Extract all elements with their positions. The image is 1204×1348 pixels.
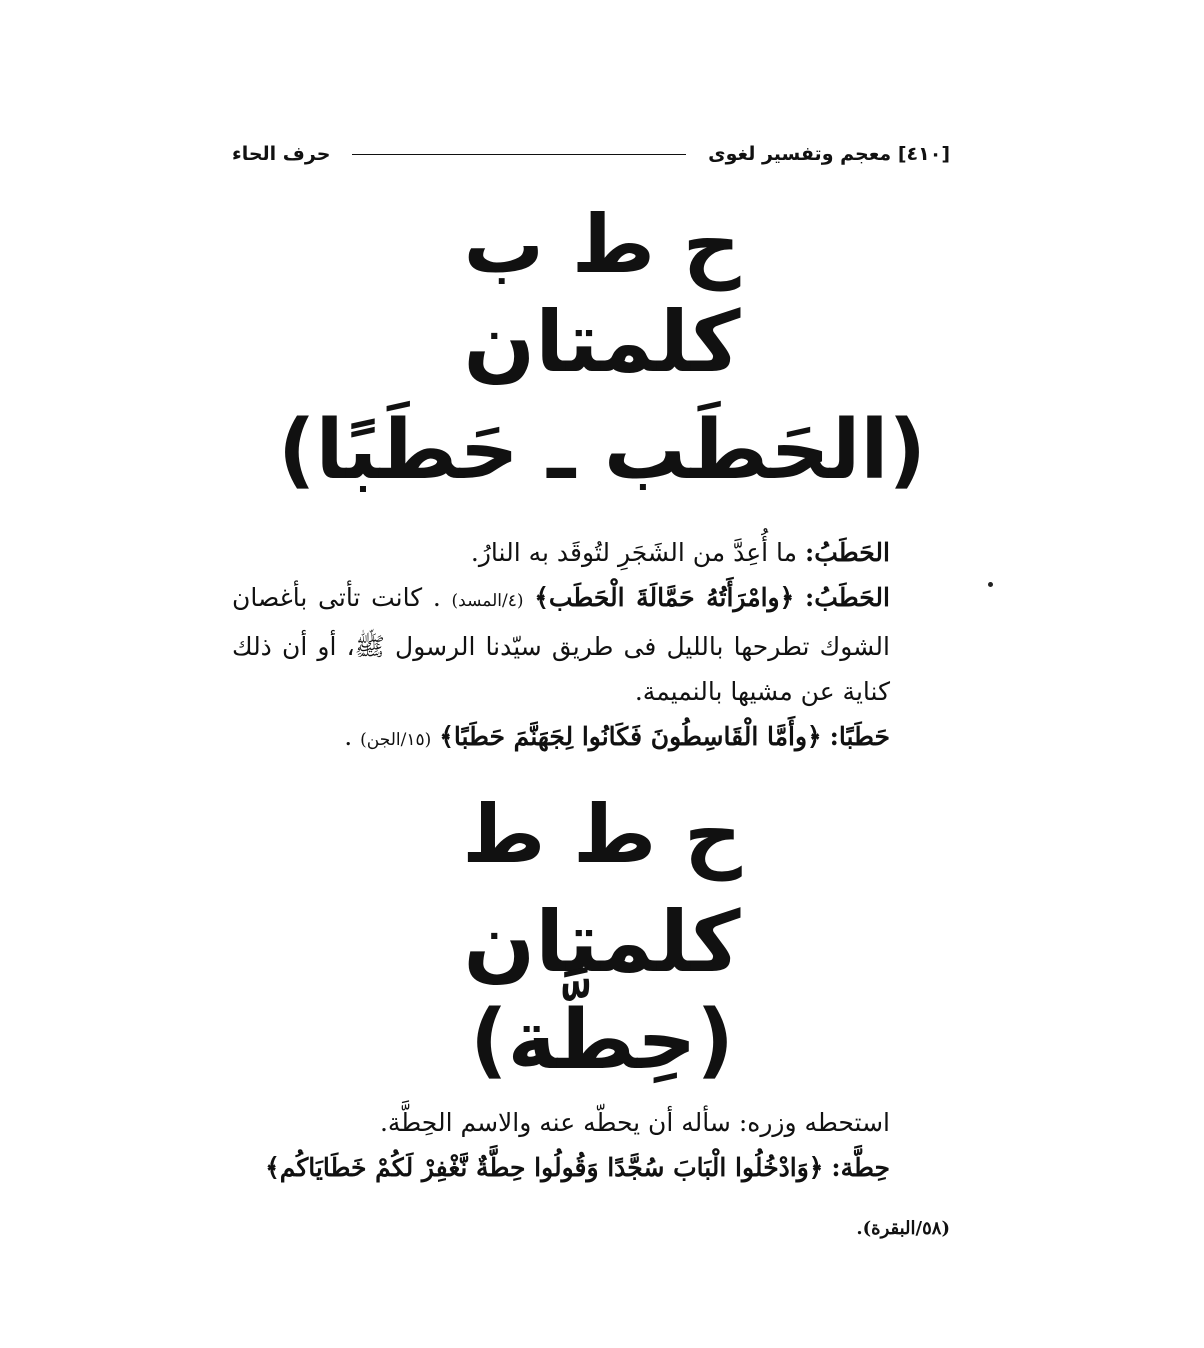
- entry2-root: ح ط ط: [462, 788, 742, 881]
- entry2-def2-term: حِطَّة:: [831, 1153, 890, 1182]
- entry2-definition-1: [232, 1100, 950, 1145]
- entry1-def3-verse: ﴿وأَمَّا الْقَاسِطُونَ فَكَانُوا لِجَهَنَّمَ حَطَبًا﴾: [439, 722, 822, 751]
- entry2-def2-ref: (٥٨/البقرة).: [856, 1218, 950, 1239]
- entry1-def3-ref: (١٥/الجن): [360, 730, 432, 750]
- entry2-word-count: كلمتان: [463, 893, 741, 991]
- book-title: معجم وتفسير لغوى: [708, 143, 892, 165]
- header-rule: [352, 154, 686, 155]
- entry1-def3-tail: .: [344, 722, 353, 751]
- entry1-word-count: كلمتان: [463, 293, 741, 391]
- entry1-definitions: [232, 530, 950, 763]
- entry2-definition-2: [232, 1145, 950, 1190]
- entry1-definition-1: [232, 530, 950, 575]
- page-header: [232, 136, 950, 172]
- page-number: [٤١٠]: [897, 143, 950, 165]
- entry1-def2-ref: (٤/المسد): [451, 591, 524, 611]
- entry1-words: (الحَطَب ـ حَطَبًا): [278, 403, 926, 498]
- entry2-def2-verse: ﴿وَادْخُلُوا الْبَابَ سُجَّدًا وَقُولُوا حِطَّةٌ نَّغْفِرْ لَكُمْ خَطَايَاكُم﴾: [265, 1153, 824, 1182]
- entry2-definitions: [232, 1100, 950, 1190]
- entry2-words: (حِطَّة): [470, 993, 734, 1088]
- section-title: حرف الحاء: [232, 143, 331, 165]
- entry1-root: ح ط ب: [463, 198, 741, 291]
- page-header-title: [708, 143, 950, 165]
- entry2-def1-text: استحطه وزره: سأله أن يحطّه عنه والاسم الحِطَّة.: [379, 1108, 890, 1137]
- entry1-definition-3: [232, 714, 950, 763]
- entry1-def1-term: الحَطَبُ:: [805, 538, 890, 567]
- entry1-def2-verse: ﴿وامْرَأَتُهُ حَمَّالَةَ الْحَطَب﴾: [534, 583, 795, 612]
- entry1-definition-2: [232, 575, 950, 714]
- entry1-def1-text: ما أُعِدَّ من الشَجَرِ لتُوقَد به النارُ.: [470, 538, 798, 567]
- entry1-def2-text: . كانت تأتى بأغصان الشوك تطرحها بالليل فى طريق سيّدنا الرسول ﷺ، أو أن ذلك كناية عن مشيها بالنميمة.: [232, 583, 890, 706]
- entry1-def3-term: حَطَبًا:: [829, 722, 890, 751]
- margin-dot: [988, 582, 993, 587]
- entry1-def2-term: الحَطَبُ:: [804, 583, 890, 612]
